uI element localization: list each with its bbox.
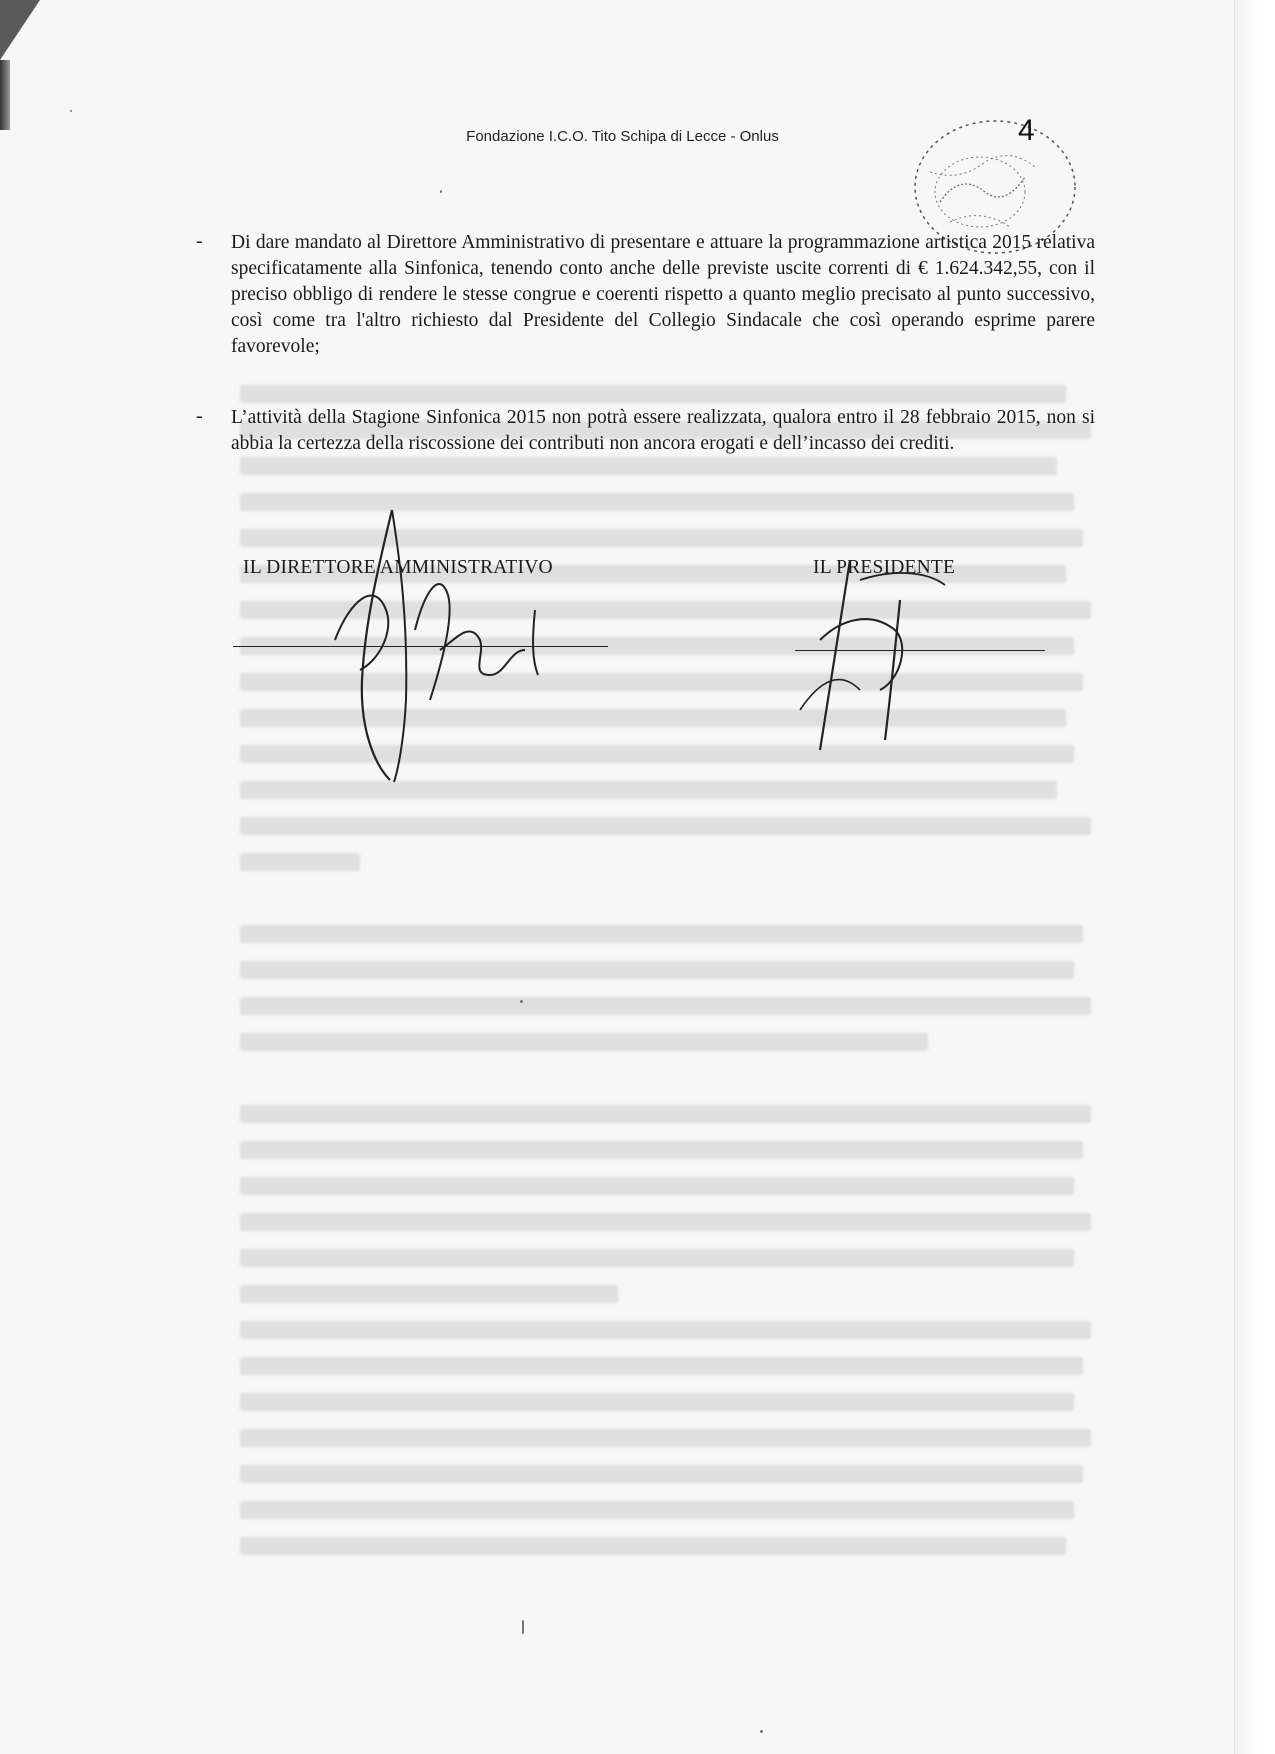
scan-speck [70, 110, 72, 112]
scan-speck [760, 1730, 763, 1733]
list-item-text: Di dare mandato al Direttore Amministrativo di presentare e attuare la programmazione artistica 2015 relativa specificatamente alla Sinfonica, tenendo conto anche delle previste uscite correnti di € 1.624.342,55, con il preciso obbligo di rendere le stesse congrue e coerenti rispetto a quanto meglio precisato al punto successivo, così come tra l'altro richiesto dal Presidente del Collegio Sindacale che così operando esprime parere favorevole; [231, 232, 1095, 357]
organization-name: Fondazione I.C.O. Tito Schipa di Lecce - Onlus [466, 128, 779, 145]
list-bullet: - [196, 405, 203, 427]
scan-speck [440, 190, 442, 193]
president-signature [760, 540, 1000, 760]
list-bullet: - [196, 230, 203, 252]
scan-speck [520, 1000, 523, 1003]
list-item-text: L’attività della Stagione Sinfonica 2015 non potrà essere realizzata, qualora entro il 28 febbraio 2015, non si abbia la certezza della riscossione dei contributi non ancora erogati e dell’incasso dei crediti. [231, 407, 1095, 454]
director-signature [320, 500, 640, 790]
page-number: 4 [1018, 114, 1035, 147]
president-label: IL PRESIDENTE [813, 557, 956, 578]
scan-speck [522, 1620, 524, 1634]
director-label: IL DIRETTORE AMMINISTRATIVO [243, 557, 553, 578]
